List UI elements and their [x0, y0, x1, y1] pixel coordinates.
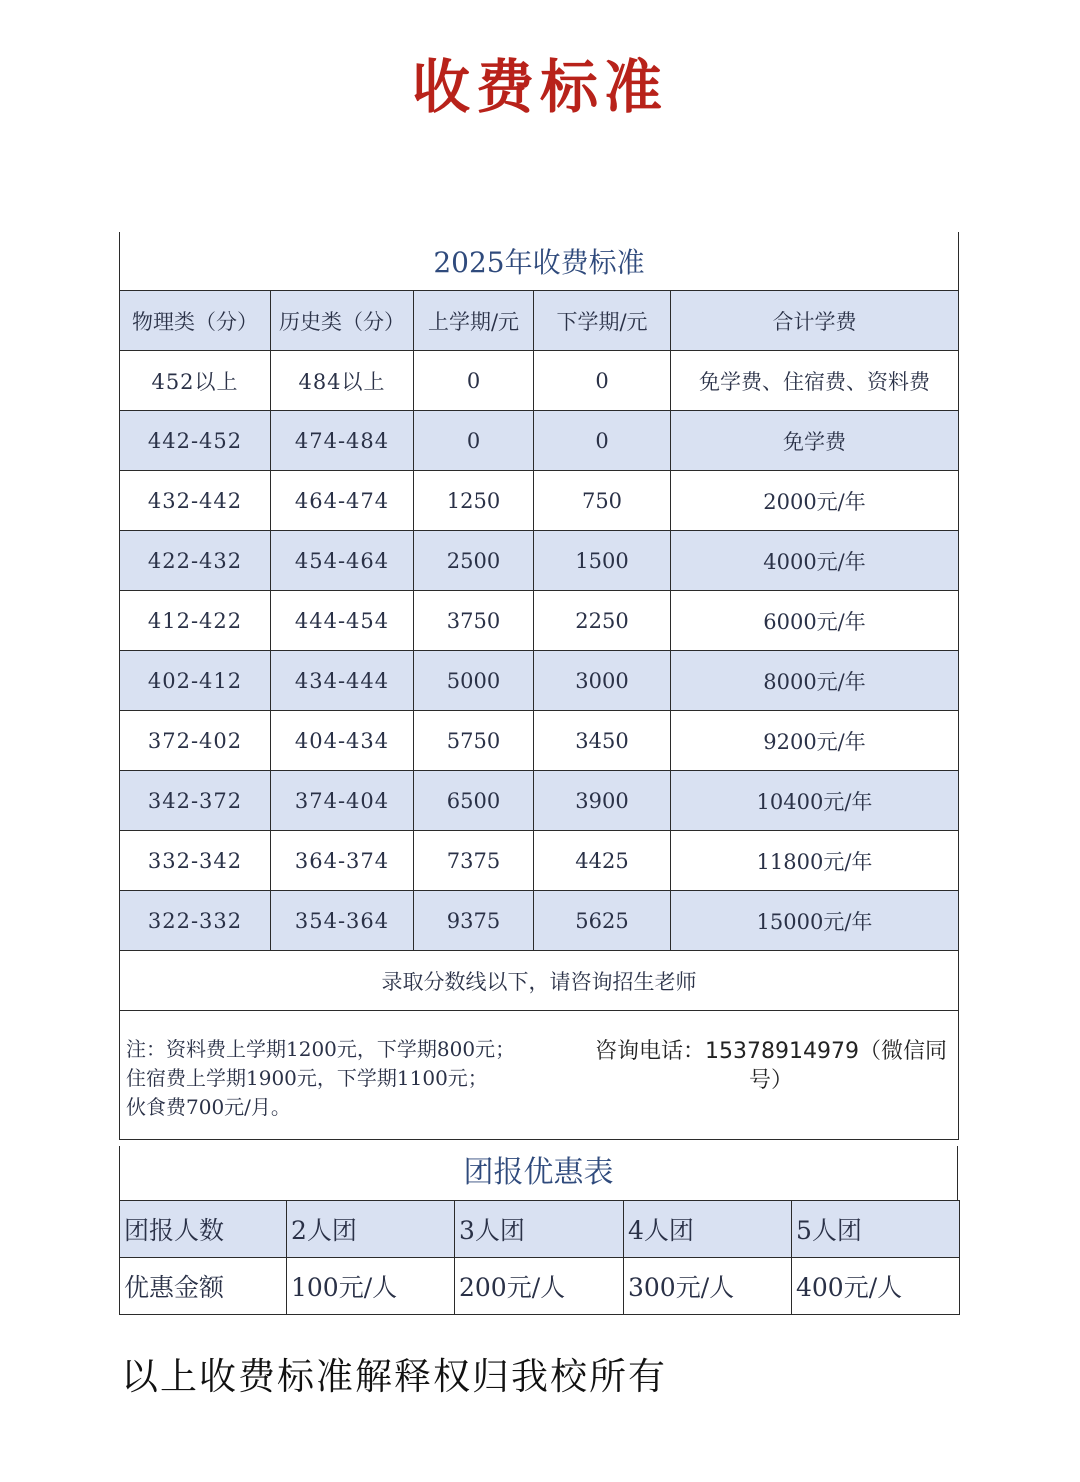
cell-total: 9200元/年 [671, 711, 959, 771]
cell-first-term: 0 [414, 411, 534, 471]
group-size-3: 3人团 [455, 1201, 624, 1258]
header-history: 历史类（分） [271, 291, 414, 351]
footer-disclaimer: 以上收费标准解释权归我校所有 [121, 1355, 667, 1398]
fee-table-header-row [120, 291, 959, 351]
contact-phone: 咨询电话：15378914979（微信同号） [595, 1039, 947, 1093]
group-discount-table [119, 1200, 960, 1315]
cell-first-term: 0 [414, 351, 534, 411]
group-discount-title: 团报优惠表 [119, 1146, 958, 1200]
group-size-4: 4人团 [624, 1201, 792, 1258]
cell-total: 免学费 [671, 411, 959, 471]
group-size-5: 5人团 [792, 1201, 960, 1258]
table-row [120, 1258, 960, 1315]
cell-total: 2000元/年 [671, 471, 959, 531]
fee-table-title: 2025年收费标准 [120, 232, 959, 291]
cell-first-term: 6500 [414, 771, 534, 831]
group-size-2: 2人团 [287, 1201, 455, 1258]
cell-second-term: 3450 [534, 711, 671, 771]
cell-first-term: 5000 [414, 651, 534, 711]
header-second-term: 下学期/元 [534, 291, 671, 351]
table-row [120, 351, 959, 411]
table-row [120, 831, 959, 891]
table-row [120, 591, 959, 651]
table-row [120, 651, 959, 711]
cell-history: 464-474 [271, 471, 414, 531]
note-meals: 伙食费700元/月。 [126, 1095, 291, 1119]
cell-second-term: 2250 [534, 591, 671, 651]
cell-total: 10400元/年 [671, 771, 959, 831]
cell-physics: 342-372 [120, 771, 271, 831]
table-row [120, 891, 959, 951]
discount-3: 200元/人 [455, 1258, 624, 1315]
header-total: 合计学费 [671, 291, 959, 351]
cell-first-term: 1250 [414, 471, 534, 531]
cell-history: 434-444 [271, 651, 414, 711]
cell-total: 免学费、住宿费、资料费 [671, 351, 959, 411]
cell-second-term: 1500 [534, 531, 671, 591]
cell-second-term: 4425 [534, 831, 671, 891]
cell-history: 484以上 [271, 351, 414, 411]
cell-second-term: 3900 [534, 771, 671, 831]
cell-second-term: 0 [534, 351, 671, 411]
fee-notes [126, 1035, 515, 1122]
below-line-note: 录取分数线以下，请咨询招生老师 [120, 951, 959, 1011]
cell-history: 444-454 [271, 591, 414, 651]
cell-history: 454-464 [271, 531, 414, 591]
header-physics: 物理类（分） [120, 291, 271, 351]
cell-first-term: 9375 [414, 891, 534, 951]
cell-history: 404-434 [271, 711, 414, 771]
fee-table-title-row [120, 232, 959, 291]
cell-physics: 332-342 [120, 831, 271, 891]
discount-2: 100元/人 [287, 1258, 455, 1315]
note-lodging: 住宿费上学期1900元，下学期1100元； [126, 1066, 488, 1090]
cell-physics: 412-422 [120, 591, 271, 651]
cell-second-term: 750 [534, 471, 671, 531]
cell-physics: 402-412 [120, 651, 271, 711]
cell-second-term: 3000 [534, 651, 671, 711]
cell-second-term: 5625 [534, 891, 671, 951]
cell-first-term: 5750 [414, 711, 534, 771]
table-row [120, 1201, 960, 1258]
cell-total: 8000元/年 [671, 651, 959, 711]
cell-total: 6000元/年 [671, 591, 959, 651]
table-row [120, 531, 959, 591]
table-row [120, 471, 959, 531]
cell-physics: 432-442 [120, 471, 271, 531]
table-row [120, 711, 959, 771]
table-row [120, 411, 959, 471]
header-first-term: 上学期/元 [414, 291, 534, 351]
cell-total: 11800元/年 [671, 831, 959, 891]
group-size-label: 团报人数 [120, 1201, 287, 1258]
cell-history: 474-484 [271, 411, 414, 471]
info-row [120, 1011, 959, 1140]
discount-amount-label: 优惠金额 [120, 1258, 287, 1315]
cell-history: 354-364 [271, 891, 414, 951]
cell-history: 364-374 [271, 831, 414, 891]
cell-total: 15000元/年 [671, 891, 959, 951]
info-cell [120, 1011, 959, 1140]
cell-physics: 452以上 [120, 351, 271, 411]
cell-first-term: 3750 [414, 591, 534, 651]
cell-physics: 322-332 [120, 891, 271, 951]
cell-history: 374-404 [271, 771, 414, 831]
below-line-note-row [120, 951, 959, 1011]
cell-total: 4000元/年 [671, 531, 959, 591]
fee-table [119, 232, 959, 1140]
table-row [120, 771, 959, 831]
cell-physics: 442-452 [120, 411, 271, 471]
page-title: 收费标准 [411, 53, 668, 121]
cell-physics: 372-402 [120, 711, 271, 771]
cell-first-term: 7375 [414, 831, 534, 891]
cell-second-term: 0 [534, 411, 671, 471]
discount-4: 300元/人 [624, 1258, 792, 1315]
cell-first-term: 2500 [414, 531, 534, 591]
cell-physics: 422-432 [120, 531, 271, 591]
note-materials: 注：资料费上学期1200元，下学期800元； [126, 1037, 516, 1061]
discount-5: 400元/人 [792, 1258, 960, 1315]
